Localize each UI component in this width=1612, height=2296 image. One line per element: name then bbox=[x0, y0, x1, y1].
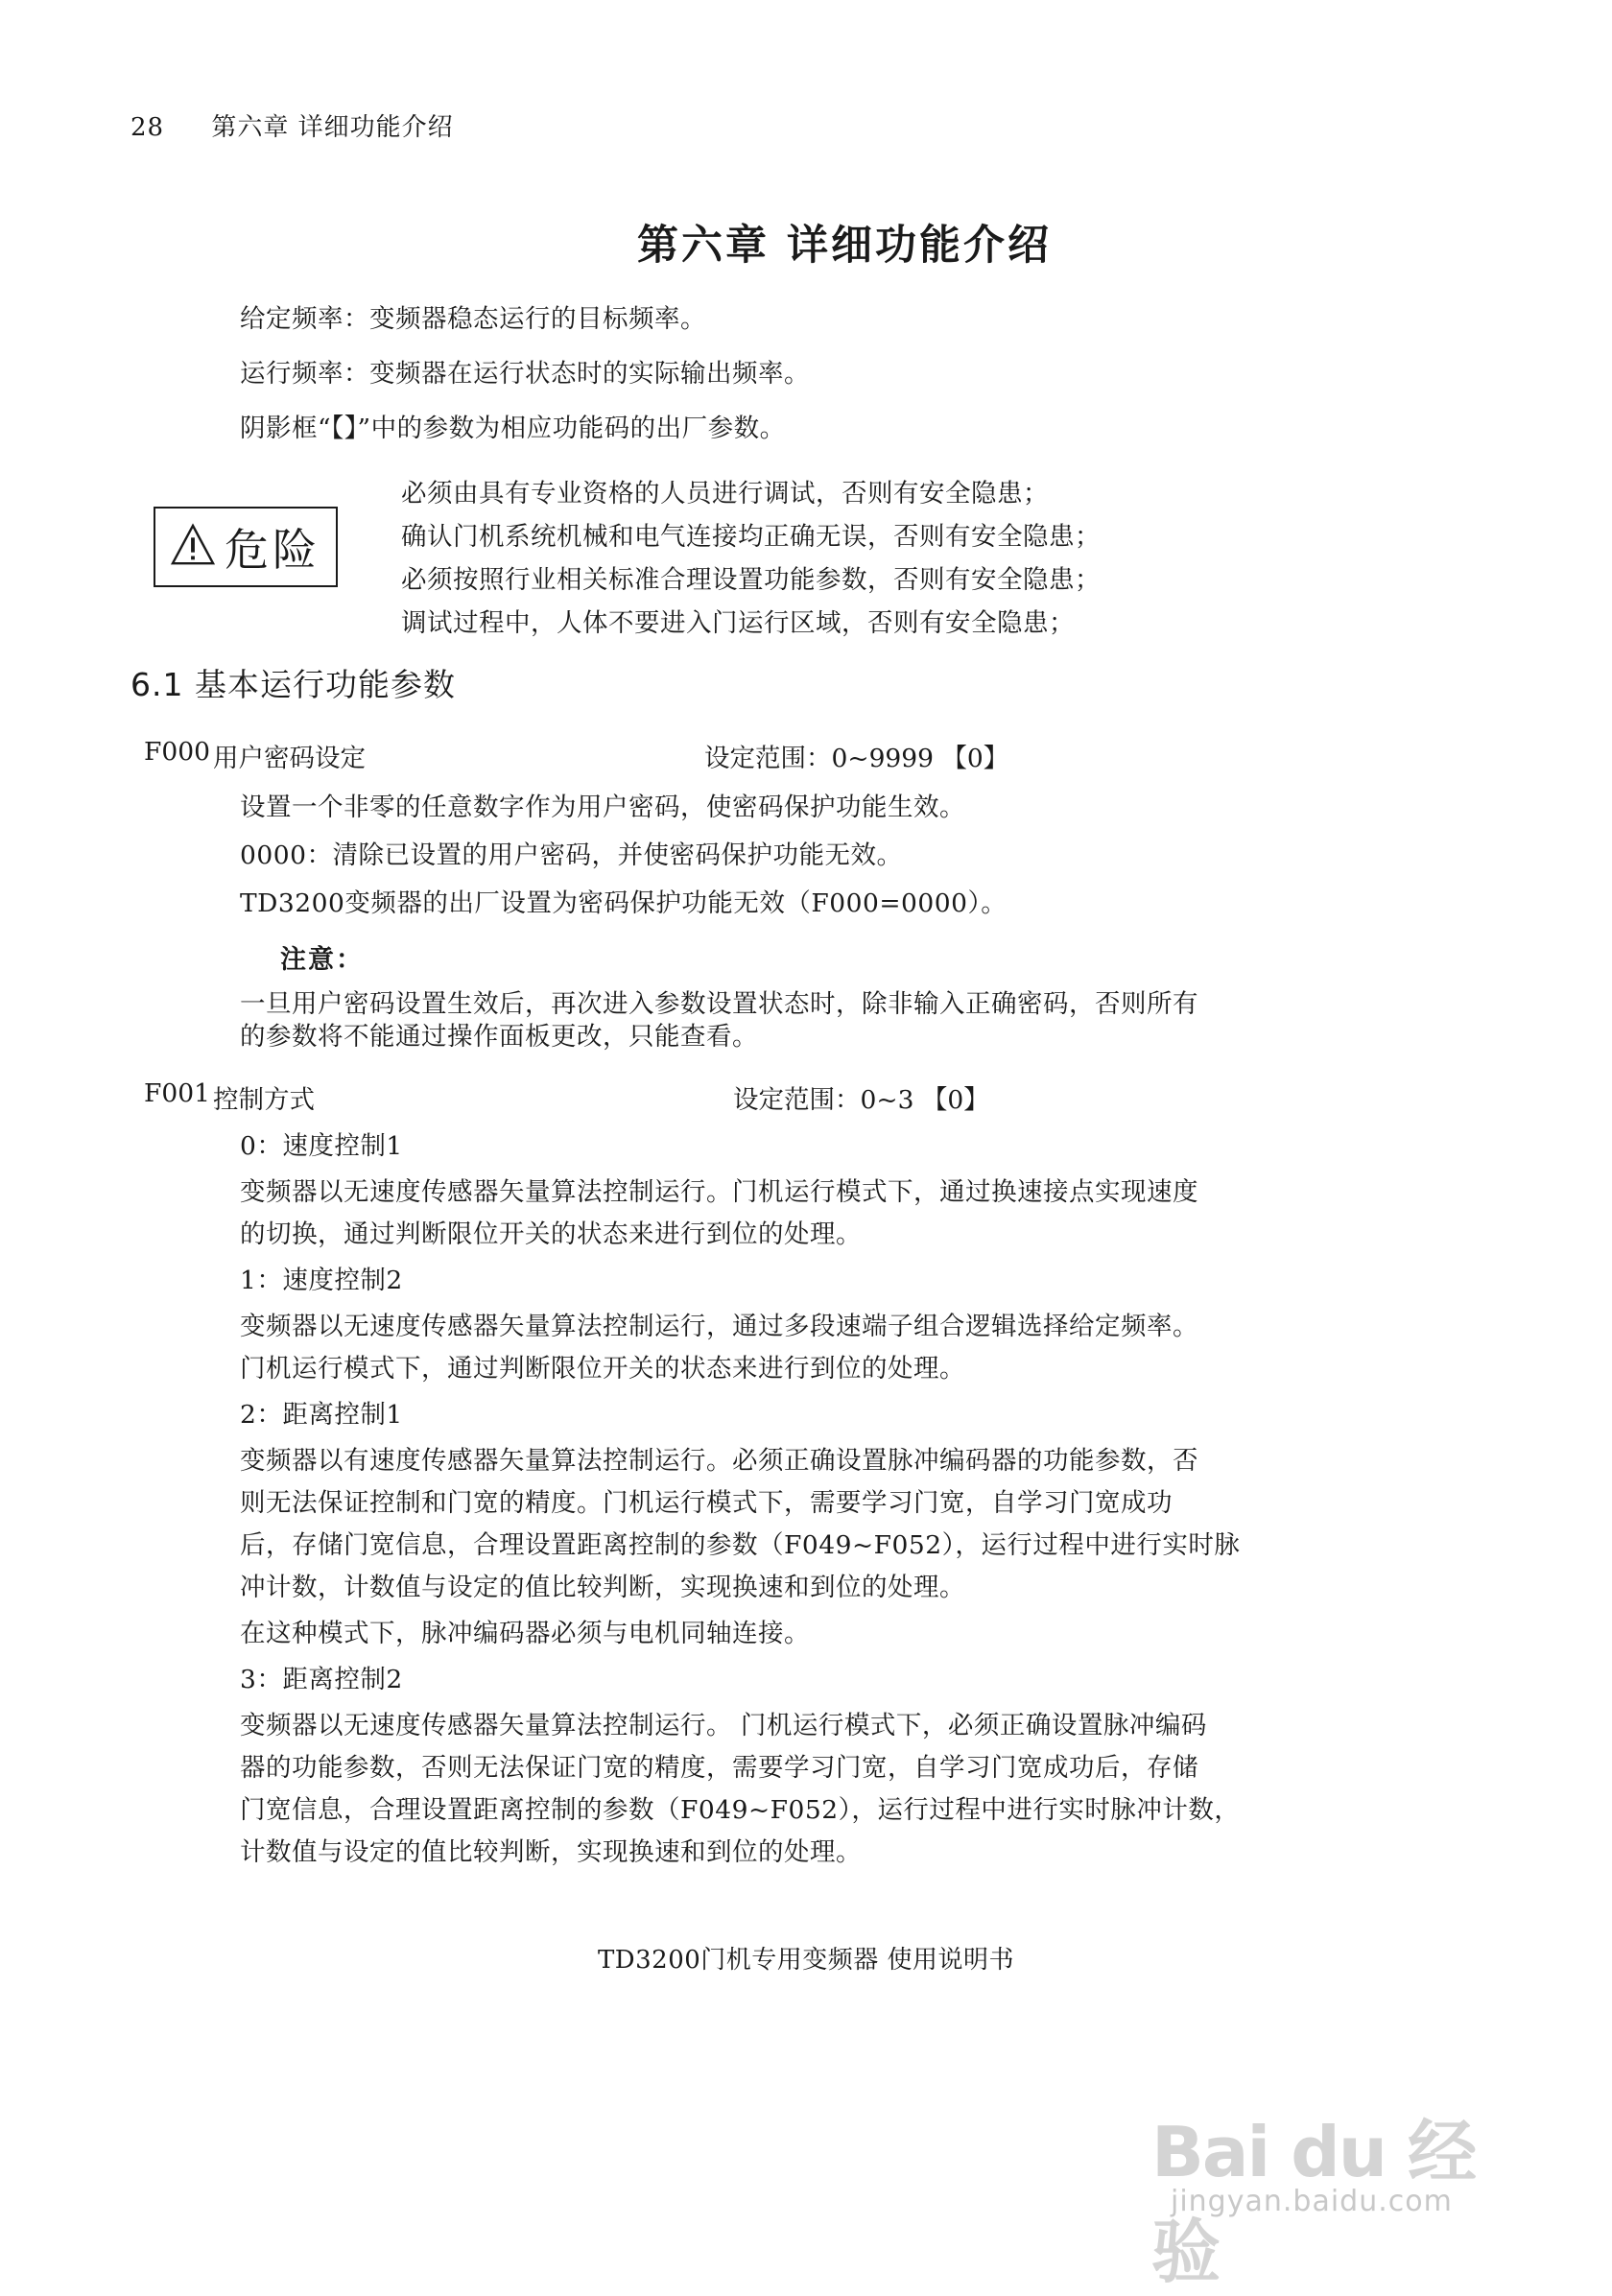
note-line: 的参数将不能通过操作面板更改，只能查看。 bbox=[240, 1022, 758, 1052]
f001-line: 门机运行模式下，通过判断限位开关的状态来进行到位的处理。 bbox=[240, 1354, 965, 1384]
danger-box bbox=[154, 507, 338, 587]
danger-line: 调试过程中，人体不要进入门运行区域，否则有安全隐患； bbox=[401, 608, 1075, 638]
danger-line: 确认门机系统机械和电气连接均正确无误，否则有安全隐患； bbox=[401, 522, 1101, 552]
page-number: 28 bbox=[130, 113, 165, 142]
f000-desc-line: 设置一个非零的任意数字作为用户密码，使密码保护功能生效。 bbox=[240, 793, 965, 822]
note-line: 一旦用户密码设置生效后，再次进入参数设置状态时，除非输入正确密码，否则所有 bbox=[240, 989, 1198, 1019]
warning-triangle-icon bbox=[171, 523, 215, 571]
f001-line: 1：速度控制2 bbox=[240, 1266, 403, 1295]
intro-line: 运行频率：变频器在运行状态时的实际输出频率。 bbox=[240, 359, 810, 389]
danger-label: 危险 bbox=[225, 524, 320, 576]
running-header bbox=[130, 107, 454, 143]
f001-line: 的切换，通过判断限位开关的状态来进行到位的处理。 bbox=[240, 1219, 862, 1249]
section-title: 6.1 基本运行功能参数 bbox=[130, 666, 456, 703]
param-name-f000: 用户密码设定 bbox=[213, 744, 366, 773]
param-name-f001: 控制方式 bbox=[213, 1085, 315, 1115]
watermark-url: jingyan.baidu.com bbox=[1171, 2185, 1453, 2218]
danger-line: 必须由具有专业资格的人员进行调试，否则有安全隐患； bbox=[401, 479, 1049, 509]
f000-desc-line: 0000：清除已设置的用户密码，并使密码保护功能无效。 bbox=[240, 840, 903, 870]
chapter-title: 第六章 详细功能介绍 bbox=[637, 222, 1052, 270]
f000-desc-line: TD3200变频器的出厂设置为密码保护功能无效（F000=0000）。 bbox=[240, 888, 1008, 918]
f001-line: 计数值与设定的值比较判断，实现换速和到位的处理。 bbox=[240, 1837, 862, 1867]
f001-line: 变频器以有速度传感器矢量算法控制运行。必须正确设置脉冲编码器的功能参数，否 bbox=[240, 1446, 1198, 1476]
param-range-f001: 设定范围：0~3 【0】 bbox=[733, 1085, 989, 1115]
f001-line: 器的功能参数，否则无法保证门宽的精度，需要学习门宽，自学习门宽成功后，存储 bbox=[240, 1753, 1198, 1783]
page-footer: TD3200门机专用变频器 使用说明书 bbox=[597, 1946, 1015, 1975]
param-code-f001: F001 bbox=[144, 1078, 210, 1108]
running-header-chapter: 第六章 详细功能介绍 bbox=[211, 113, 454, 142]
baidu-watermark bbox=[1151, 2096, 1535, 2292]
f001-line: 变频器以无速度传感器矢量算法控制运行，通过多段速端子组合逻辑选择给定频率。 bbox=[240, 1312, 1198, 1341]
param-range-f000: 设定范围：0~9999 【0】 bbox=[704, 744, 1009, 773]
f001-line: 3：距离控制2 bbox=[240, 1665, 403, 1694]
watermark-logo: Bai du 经验 bbox=[1151, 2112, 1476, 2292]
note-label: 注意： bbox=[280, 945, 364, 975]
f001-line: 变频器以无速度传感器矢量算法控制运行。 门机运行模式下，必须正确设置脉冲编码 bbox=[240, 1711, 1207, 1740]
param-code-f000: F000 bbox=[144, 737, 210, 767]
f001-line: 门宽信息，合理设置距离控制的参数（F049~F052），运行过程中进行实时脉冲计数， bbox=[240, 1795, 1241, 1825]
f001-line: 冲计数，计数值与设定的值比较判断，实现换速和到位的处理。 bbox=[240, 1573, 965, 1602]
intro-line: 给定频率：变频器稳态运行的目标频率。 bbox=[240, 304, 706, 334]
f001-line: 2：距离控制1 bbox=[240, 1400, 403, 1430]
f001-line: 在这种模式下，脉冲编码器必须与电机同轴连接。 bbox=[240, 1619, 810, 1648]
f001-line: 则无法保证控制和门宽的精度。门机运行模式下，需要学习门宽，自学习门宽成功 bbox=[240, 1488, 1173, 1518]
f001-line: 0：速度控制1 bbox=[240, 1131, 403, 1161]
danger-line: 必须按照行业相关标准合理设置功能参数，否则有安全隐患； bbox=[401, 565, 1101, 595]
f001-line: 后，存储门宽信息，合理设置距离控制的参数（F049~F052），运行过程中进行实时脉 bbox=[240, 1530, 1241, 1560]
f001-line: 变频器以无速度传感器矢量算法控制运行。门机运行模式下，通过换速接点实现速度 bbox=[240, 1177, 1198, 1207]
intro-line: 阴影框“【】”中的参数为相应功能码的出厂参数。 bbox=[240, 414, 786, 443]
